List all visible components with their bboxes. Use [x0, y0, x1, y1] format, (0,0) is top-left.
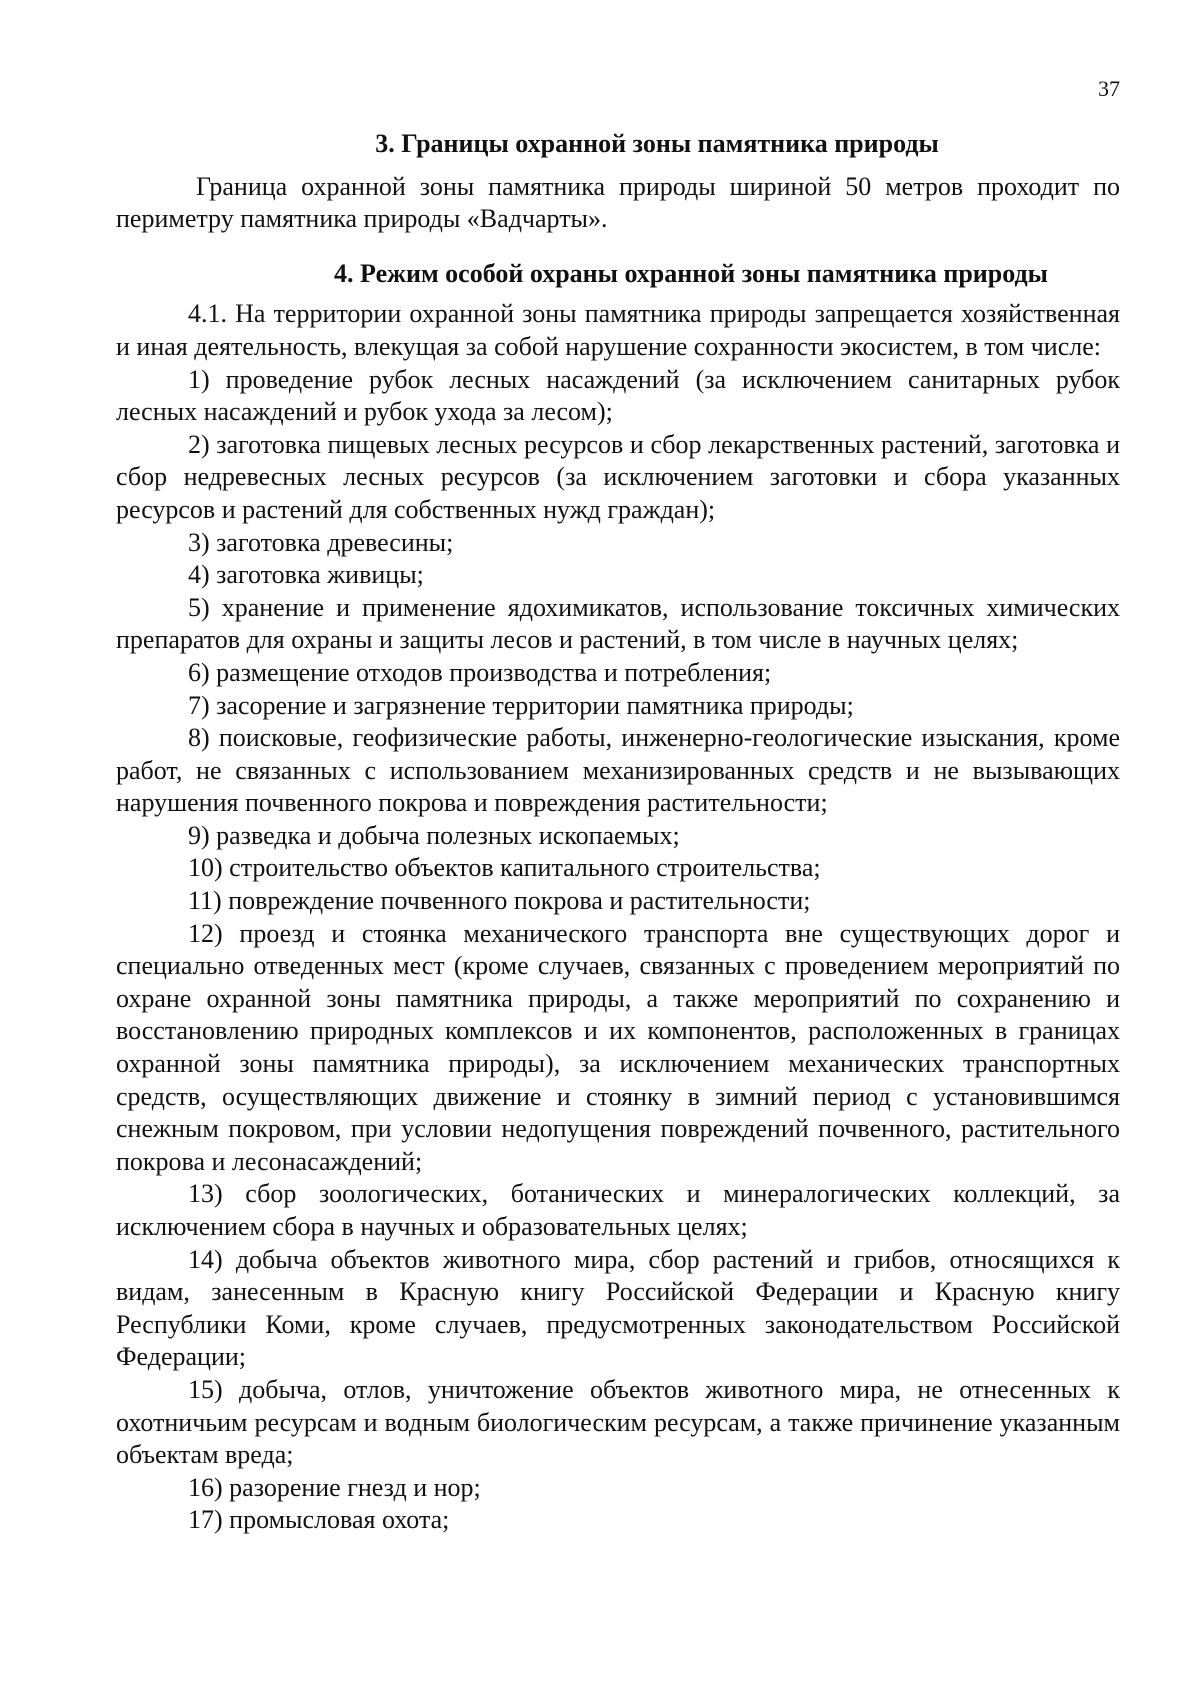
list-item: 6) размещение отходов производства и потребления;	[188, 657, 772, 687]
list-item: 17) промысловая охота;	[188, 1505, 450, 1535]
list-item: 5) хранение и применение ядохимикатов, использование токсичных химических препаратов для охраны и защиты лесов и растений, в том числе в научных целях;	[116, 592, 1120, 655]
list-item: 15) добыча, отлов, уничтожение объектов животного мира, не отнесенных к охотничьим ресурсам и водным биологическим ресурсам, а также причинение указанным объектам вреда;	[116, 1374, 1120, 1470]
list-item: 14) добыча объектов животного мира, сбор растений и грибов, относящихся к видам, занесенным в Красную книгу Российской Федерации и Красную книгу Республики Коми, кроме случаев, предусмотренных законодательством Российской Федерации;	[116, 1244, 1120, 1372]
list-item: 3) заготовка древесины;	[188, 527, 454, 557]
section-3-paragraph: Граница охранной зоны памятника природы шириной 50 метров проходит по периметру памятника природы «Вадчарты».	[116, 171, 1120, 234]
list-item: 11) повреждение почвенного покрова и растительности;	[188, 886, 811, 916]
list-item: 2) заготовка пищевых лесных ресурсов и сбор лекарственных растений, заготовка и сбор недревесных лесных ресурсов (за исключением заготовки и сбора указанных ресурсов и растений для собственных нужд граждан);	[116, 429, 1120, 524]
list-item: 4) заготовка живицы;	[188, 560, 424, 590]
list-item: 1) проведение рубок лесных насаждений (за исключением санитарных рубок лесных насаждений и рубок ухода за лесом);	[116, 364, 1120, 427]
list-item: 10) строительство объектов капитального строительства;	[188, 853, 821, 883]
list-item: 12) проезд и стоянка механического транспорта вне существующих дорог и специально отведенных мест (кроме случаев, связанных с проведением мероприятий по охране охранной зоны памятника природы, а также мероприятий по сохранению и восстановлению природных комплексов и их компонентов, расположенных в границах охранной зоны памятника природы), за исключением механических транспортных средств, осуществляющих движение и стоянку в зимний период с установившимся снежным покровом, при условии недопущения повреждений почвенного, растительного покрова и лесонасаждений;	[116, 918, 1120, 1176]
section-3-heading: 3. Границы охранной зоны памятника природы	[375, 129, 939, 158]
page-number: 37	[1098, 76, 1120, 101]
list-item: 16) разорение гнезд и нор;	[188, 1472, 481, 1502]
prohibited-activities-list	[116, 364, 1120, 1537]
list-item: 7) засорение и загрязнение территории памятника природы;	[188, 690, 854, 720]
list-item: 8) поисковые, геофизические работы, инженерно-геологические изыскания, кроме работ, не связанных с использованием механизированных средств и не вызывающих нарушения почвенного покрова и повреждения растительности;	[116, 723, 1120, 818]
list-item: 13) сбор зоологических, ботанических и минералогических коллекций, за исключением сбора в научных и образовательных целях;	[116, 1179, 1120, 1241]
section-4-heading: 4. Режим особой охраны охранной зоны памятника природы	[334, 258, 1048, 288]
section-4-intro: 4.1. На территории охранной зоны памятника природы запрещается хозяйственная и иная деятельность, влекущая за собой нарушение сохранности экосистем, в том числе:	[116, 299, 1120, 361]
document-body	[116, 128, 1120, 1537]
list-item: 9) разведка и добыча полезных ископаемых;	[188, 820, 680, 850]
